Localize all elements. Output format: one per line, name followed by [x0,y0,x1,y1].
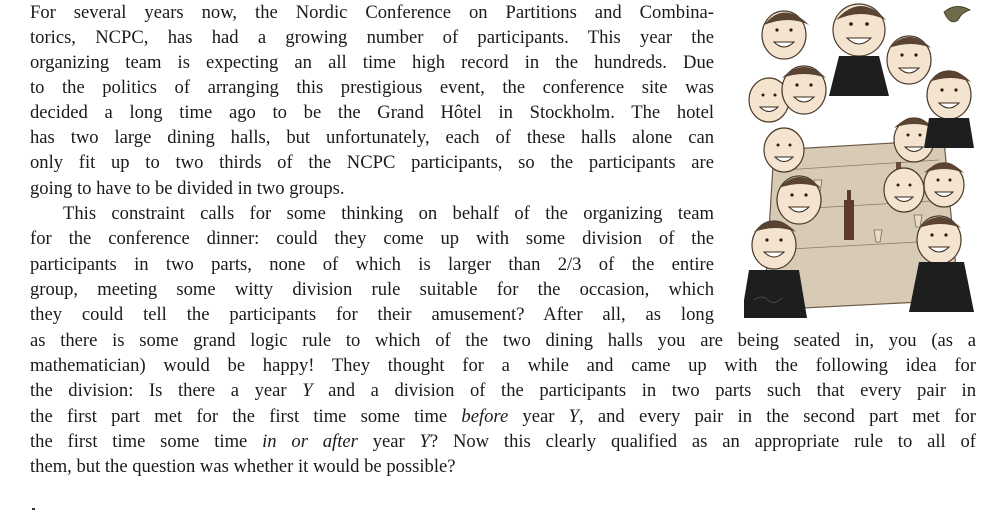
paragraph-2-line-4: group, meeting some witty division rule suitable for the occasion, which [30,279,714,300]
emphasis-before: before [461,406,509,427]
variable-y: Y [419,431,430,452]
paragraph-1-line-1: For several years now, the Nordic Conference on Partitions and Combina- [30,2,714,23]
paragraph-2-line-2: for the conference dinner: could they come up with some division of the [30,228,714,249]
line-text: the first time some time [30,431,263,452]
problem-statement [30,0,976,514]
paragraph-2-line-1: This constraint calls for some thinking on behalf of the organizing team [63,203,714,224]
paragraph-1-line-3: organizing team is expecting an all time high record in the hundreds. Due [30,52,714,73]
paragraph-1-line-7: only fit up to two thirds of the NCPC participants, so the participants are [30,152,714,173]
variable-y: Y [568,406,579,427]
line-text: the first part met for the first time some time [30,406,462,427]
line-text: and a division of the participants in two parts such that every pair in [312,380,976,401]
paragraph-2-line-10 [30,429,976,454]
line-text: , and every pair in the second part met for [579,406,976,427]
paragraph-1-line-6: has two large dining halls, but unfortunately, each of these halls alone can [30,127,714,148]
paragraph-2-line-5: they could tell the participants for their amusement? After all, as long [30,304,714,325]
paragraph-1-line-8: going to have to be divided in two groups. [30,178,345,199]
paragraph-2-line-9 [30,404,976,429]
line-text: year [508,406,569,427]
caricature-illustration [744,0,976,318]
paragraph-2-line-8 [30,378,976,403]
stray-mark [32,508,35,510]
paragraph-2-line-11 [30,454,976,479]
emphasis-in-or-after: in or after [262,431,358,452]
variable-y: Y [302,380,313,401]
paragraph-1-line-2: torics, NCPC, has had a growing number of participants. This year the [30,27,714,48]
paragraph-2-line-6 [30,328,976,353]
caricature-illustration-icon [744,0,976,318]
line-text: mathematician) would be happy! They thought for a while and came up with the following idea for [30,355,976,376]
line-text: ? Now this clearly qualified as an appropriate rule to all of [429,431,976,452]
line-text: the division: Is there a year [30,380,303,401]
line-text: as there is some grand logic rule to which of the two dining halls you are being seated in, you (as a [30,330,976,351]
paragraph-1-line-4: to the politics of arranging this prestigious event, the conference site was [30,77,714,98]
line-text: them, but the question was whether it would be possible? [30,456,456,477]
line-text: year [357,431,420,452]
paragraph-2-line-3: participants in two parts, none of which is larger than 2/3 of the entire [30,254,714,275]
paragraph-2-line-7 [30,353,976,378]
paragraph-1-line-5: decided a long time ago to be the Grand Hôtel in Stockholm. The hotel [30,102,714,123]
